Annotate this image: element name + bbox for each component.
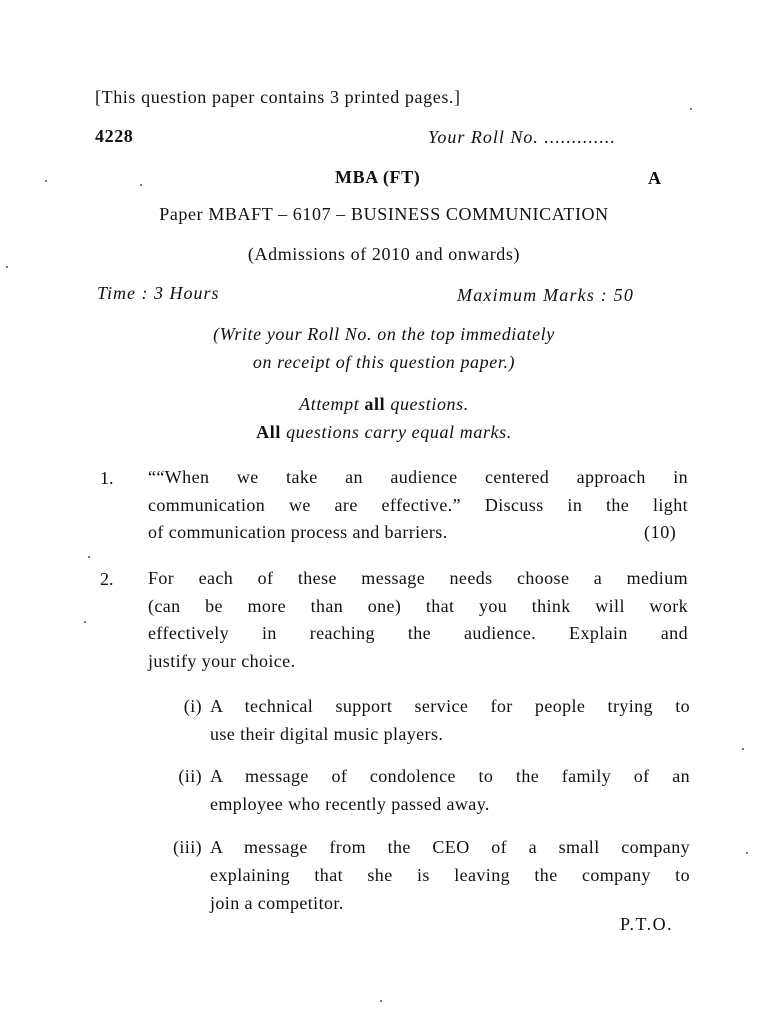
part-iii-line-3: join a competitor. xyxy=(210,893,344,913)
pages-note: [This question paper contains 3 printed pages.] xyxy=(95,87,461,107)
maximum-marks: Maximum Marks : 50 xyxy=(457,285,635,305)
scan-speck xyxy=(140,184,142,186)
roll-number-label: Your Roll No. ............. xyxy=(428,127,616,147)
question-2-part-ii xyxy=(150,762,690,822)
admissions-note: (Admissions of 2010 and onwards) xyxy=(247,244,521,264)
paper-title: Paper MBAFT – 6107 – BUSINESS COMMUNICATION xyxy=(159,204,609,224)
question-1-line-3: of communication process and barriers. xyxy=(148,522,448,542)
question-2-part-i xyxy=(150,692,690,752)
question-2-line-1: For each of these message needs choose a medium xyxy=(148,568,688,588)
part-ii-label: (ii) xyxy=(178,766,202,786)
scan-speck xyxy=(742,748,744,750)
question-1-text xyxy=(148,464,688,519)
time-allowed: Time : 3 Hours xyxy=(97,283,220,303)
question-1-line-2: communication we are effective.” Discuss in the light xyxy=(148,494,688,515)
scan-speck xyxy=(84,621,86,623)
part-iii-line-2: explaining that she is leaving the company to xyxy=(210,865,690,885)
part-ii-line-1: A message of condolence to the family of an xyxy=(210,766,690,786)
part-i-line-2: use their digital music players. xyxy=(210,724,444,744)
question-2-number: 2. xyxy=(100,569,114,589)
scan-speck xyxy=(88,556,90,558)
question-1-number: 1. xyxy=(100,468,114,488)
please-turn-over: P.T.O. xyxy=(620,914,674,934)
paper-code: 4228 xyxy=(95,126,134,146)
equal-marks-note: All questions carry equal marks. xyxy=(256,422,512,442)
set-label: A xyxy=(648,168,662,188)
scan-speck xyxy=(690,108,692,110)
scan-speck xyxy=(45,180,47,182)
question-1-marks: (10) xyxy=(644,522,677,542)
instruction-line-2: on receipt of this question paper.) xyxy=(252,352,516,372)
part-i-line-1: A technical support service for people trying to xyxy=(210,696,690,716)
scan-speck xyxy=(6,266,8,268)
question-2-part-iii xyxy=(150,833,690,923)
part-ii-line-2: employee who recently passed away. xyxy=(210,794,490,814)
instruction-line-1: (Write your Roll No. on the top immediately xyxy=(213,324,555,344)
question-2-line-2: (can be more than one) that you think will work xyxy=(148,595,688,616)
part-iii-label: (iii) xyxy=(173,837,202,857)
scan-speck xyxy=(380,1000,382,1002)
program-title: MBA (FT) xyxy=(335,167,421,187)
attempt-all-note: Attempt all questions. xyxy=(299,394,469,414)
question-2-line-3: effectively in reaching the audience. Explain and xyxy=(148,623,688,643)
question-2-text xyxy=(148,565,688,675)
question-2-line-4: justify your choice. xyxy=(148,650,296,671)
part-iii-line-1: A message from the CEO of a small company xyxy=(210,837,690,857)
part-i-label: (i) xyxy=(183,696,202,716)
scan-speck xyxy=(746,852,748,854)
question-1-line-1: ““When we take an audience centered approach in xyxy=(148,467,688,487)
